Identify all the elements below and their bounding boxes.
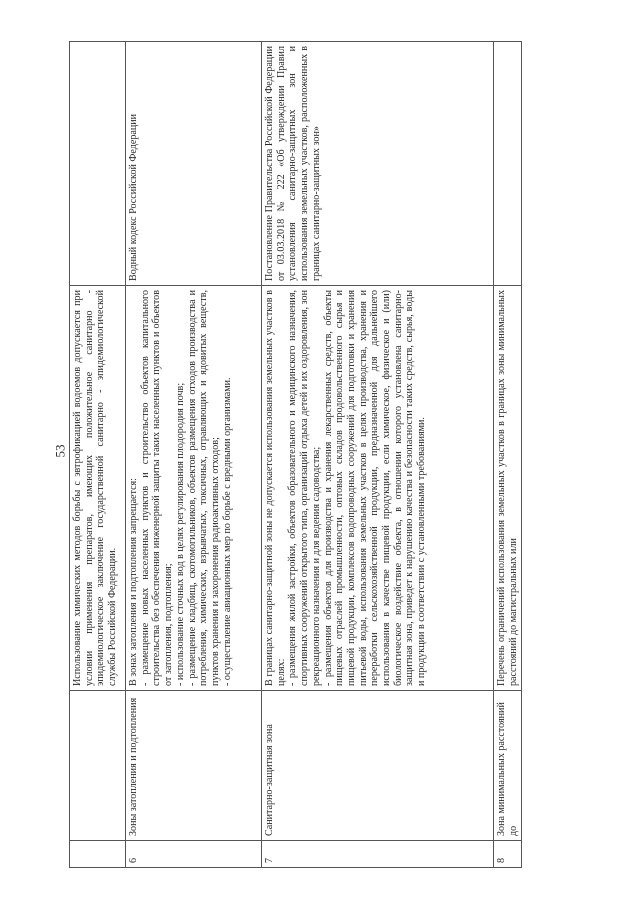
page-number: 53 bbox=[52, 444, 68, 458]
zone-name-cell: Санитарно-защитная зона bbox=[262, 691, 494, 841]
legal-basis-cell bbox=[70, 42, 126, 286]
row-number-cell bbox=[70, 841, 126, 868]
restriction-text: - размещение кладбищ, скотомогильников, объектов размещения отходов производства и потребления, химических, взрывчатых, токсичных, отравляющих и ядовитых веществ, пунктов хранения и захоронения радиоактивных отходов; bbox=[186, 290, 221, 686]
restrictions-cell bbox=[126, 286, 262, 691]
restrictions-cell bbox=[70, 286, 126, 691]
restriction-text: - размещения объектов для производства и хранения лекарственных средств, объекты пищевых отраслей промышленности, оптовых складов продовольственного сырья и пищевой продукции, комплексов водопроводных сооружений для подготовки и хранения питьевой воды, использования земельных участков в целях производства, хранения и переработки сельскохозяйственной продукции, предназначенной для дальнейшего использования в качестве пищевой продукции, если химическое, физическое и (или) биологическое воздействие объекта, в отношении которого установлена санитарно-защитная зона, приведет к нарушению качества и безопасности таких средств, сырья, воды и продукции в соответствии с установленными требованиями. bbox=[322, 290, 428, 686]
zones-table bbox=[69, 41, 522, 868]
table-row bbox=[70, 42, 126, 868]
restriction-text: - осуществление авиационных мер по борьбе с вредными организмами. bbox=[221, 377, 233, 686]
rotated-table-area bbox=[69, 42, 577, 868]
row-number-cell: 7 bbox=[262, 841, 494, 868]
table-row bbox=[262, 42, 494, 868]
zone-name-cell bbox=[70, 691, 126, 841]
restriction-text: Использование химических методов борьбы с эвтрофикацией водоемов допускается при условии применения препаратов, имеющих положительное санитарно - эпидемиологическое заключение государственной санитарно - эпидемиологической службы Российской Федерации. bbox=[72, 290, 119, 686]
zone-name-cell: Зоны затопления и подтопления bbox=[126, 691, 262, 841]
zone-name-cell: Зона минимальных расстояний до bbox=[494, 691, 522, 841]
legal-basis-cell: Постановление Правительства Российской Федерации от 03.03.2018 № 222 «Об утверждении Правил установления санитарно-защитных зон и использования земельных участков, расположенных в границах санитарно-защитных зон» bbox=[262, 42, 494, 286]
legal-basis-cell bbox=[494, 42, 522, 286]
restriction-text: Перечень ограничений использования земельных участков в границах зоны минимальных расстояний до магистральных или bbox=[496, 290, 519, 686]
restriction-text: - размещение новых населенных пунктов и строительство объектов капитального строительства без обеспечения инженерной защиты таких населенных пунктов и объектов от затопления, подтопления; bbox=[139, 290, 175, 686]
row-number-cell: 8 bbox=[494, 841, 522, 868]
restriction-text: - размещения жилой застройки, объектов образовательного и медицинского назначения, спортивных сооружений открытого типа, организаций отдыха детей и их оздоровления, зон рекреационного назначения и для ведения садоводства; bbox=[287, 290, 322, 686]
restriction-text: В зонах затопления и подтопления запрещается: bbox=[128, 478, 139, 686]
restrictions-cell bbox=[262, 286, 494, 691]
legal-basis-cell: Водный кодекс Российской Федерации bbox=[126, 42, 262, 286]
restriction-text: - использование сточных вод в целях регулирования плодородия почв; bbox=[174, 382, 186, 686]
table-row bbox=[494, 42, 522, 868]
restrictions-cell bbox=[494, 286, 522, 691]
row-number-cell: 6 bbox=[126, 841, 262, 868]
table-row bbox=[126, 42, 262, 868]
restriction-text: В границах санитарно-защитной зоны не допускается использования земельных участков в целях: bbox=[264, 290, 287, 686]
zones-table-body bbox=[70, 42, 522, 868]
